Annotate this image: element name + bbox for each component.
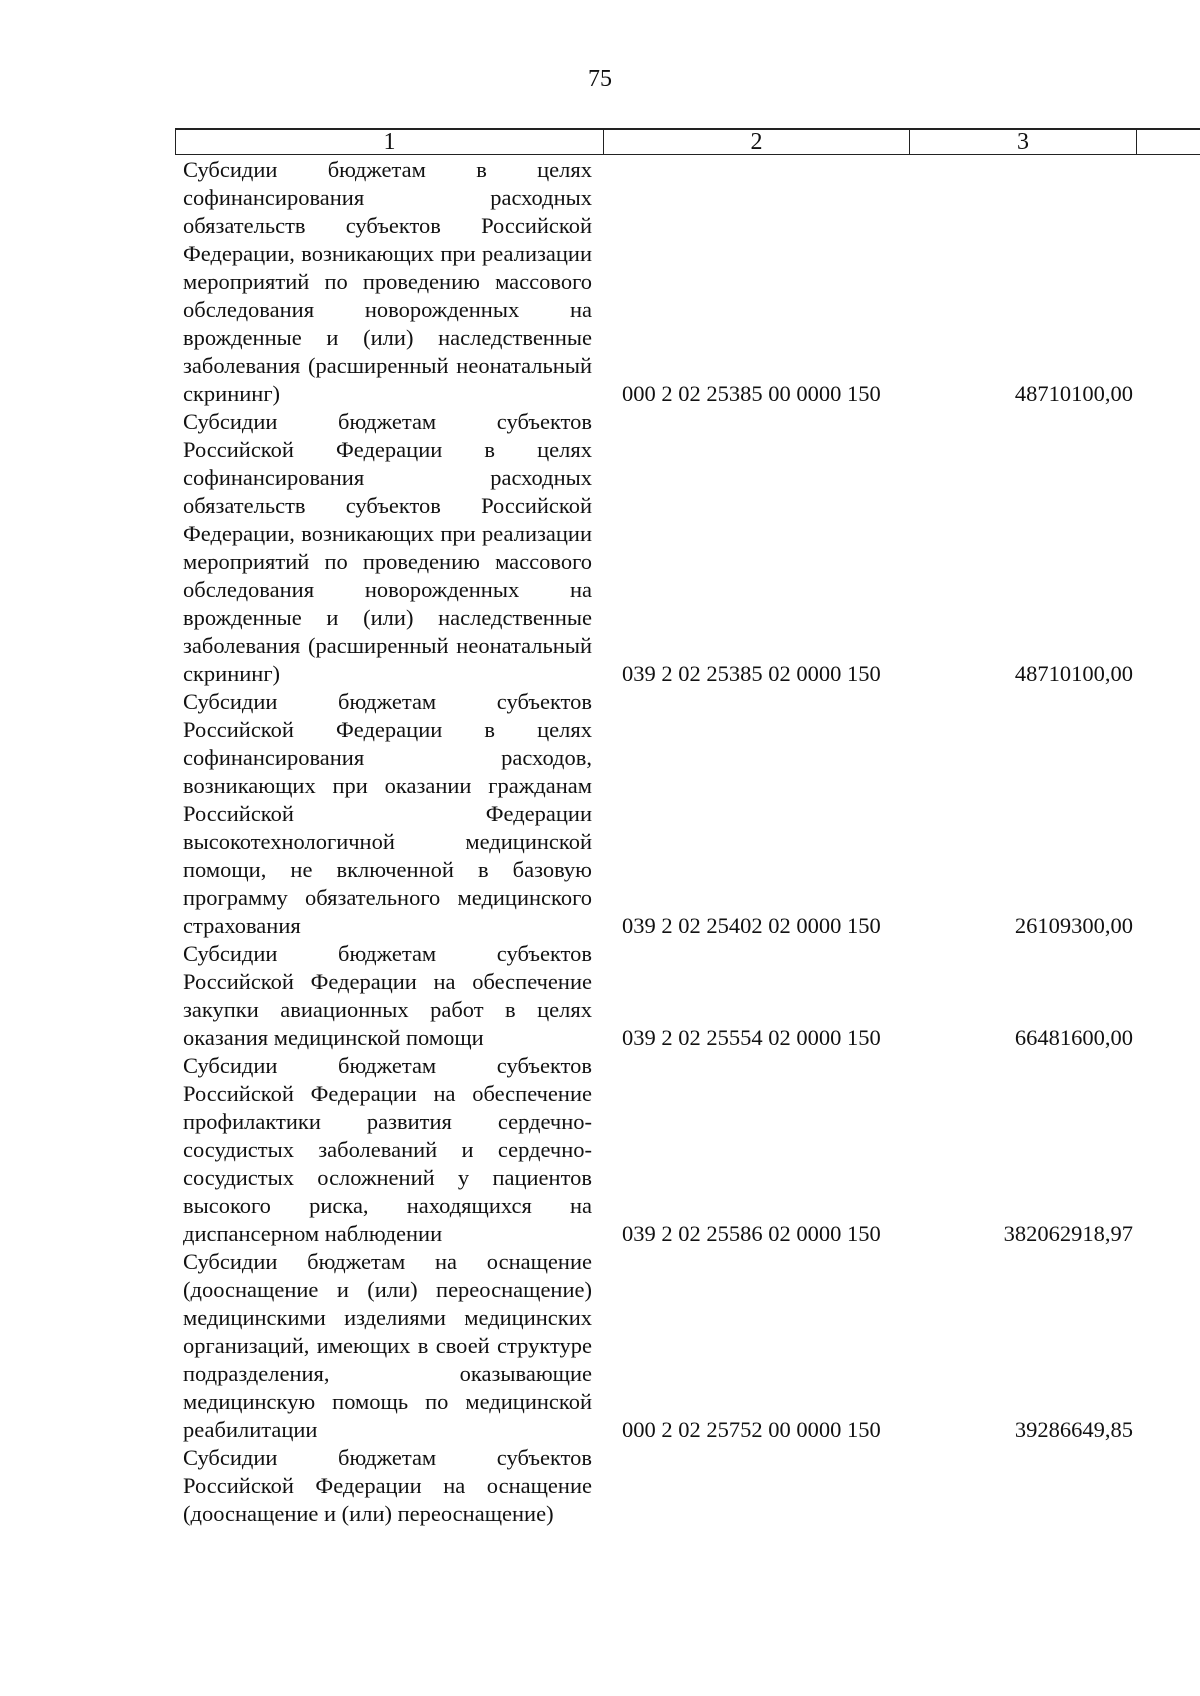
table-row xyxy=(183,1052,1133,1248)
table-row xyxy=(183,688,1133,940)
table-row xyxy=(183,940,1133,1052)
row-amount: 48710100,00 xyxy=(1014,661,1133,686)
row-description: Субсидии бюджетам на оснащение (дооснащение и (или) переоснащение) медицинскими изделиями медицинских организаций, имеющих в своей структуре подразделения, оказывающие медицинскую помощь по медицинской реабилитации xyxy=(183,1249,592,1442)
row-code: 000 2 02 25385 00 0000 150 xyxy=(622,381,881,406)
table-header-col-2: 2 xyxy=(603,130,909,154)
row-description: Субсидии бюджетам субъектов Российской Федерации в целях софинансирования расходов, возникающих при оказании гражданам Российской Федерации высокотехнологичной медицинской помощи, не включенной в базовую программу обязательного медицинского страхования xyxy=(183,689,592,938)
row-code: 000 2 02 25752 00 0000 150 xyxy=(622,1417,881,1442)
row-amount: 382062918,97 xyxy=(1003,1221,1133,1246)
table-row xyxy=(183,1444,1133,1528)
table-row xyxy=(183,408,1133,688)
row-code: 039 2 02 25554 02 0000 150 xyxy=(622,1025,881,1050)
row-code: 039 2 02 25385 02 0000 150 xyxy=(622,661,881,686)
table-header-row xyxy=(175,128,1200,155)
row-description: Субсидии бюджетам субъектов Российской Федерации в целях софинансирования расходных обязательств субъектов Российской Федерации, возникающих при реализации мероприятий по проведению массового обследования новорожденных на врожденные и (или) наследственные заболевания (расширенный неонатальный скрининг) xyxy=(183,409,592,686)
table-body xyxy=(183,156,1133,1528)
row-description: Субсидии бюджетам субъектов Российской Федерации на обеспечение профилактики развития сердечно-сосудистых заболеваний и сердечно-сосудистых осложнений у пациентов высокого риска, находящихся на диспансерном наблюдении xyxy=(183,1053,592,1246)
row-description: Субсидии бюджетам субъектов Российской Федерации на оснащение (дооснащение и (или) переоснащение) xyxy=(183,1445,592,1526)
table-row xyxy=(183,1248,1133,1444)
row-amount: 26109300,00 xyxy=(1014,913,1133,938)
page-number: 75 xyxy=(588,66,612,92)
table-header-col-3: 3 xyxy=(909,130,1137,154)
row-amount: 48710100,00 xyxy=(1014,381,1133,406)
row-amount: 39286649,85 xyxy=(1014,1417,1133,1442)
row-amount: 66481600,00 xyxy=(1014,1025,1133,1050)
row-description: Субсидии бюджетам в целях софинансирования расходных обязательств субъектов Российской Федерации, возникающих при реализации мероприятий по проведению массового обследования новорожденных на врожденные и (или) наследственные заболевания (расширенный неонатальный скрининг) xyxy=(183,157,592,406)
row-code: 039 2 02 25402 02 0000 150 xyxy=(622,913,881,938)
row-description: Субсидии бюджетам субъектов Российской Федерации на обеспечение закупки авиационных работ в целях оказания медицинской помощи xyxy=(183,941,592,1050)
row-code: 039 2 02 25586 02 0000 150 xyxy=(622,1221,881,1246)
table-header-col-1: 1 xyxy=(175,130,603,154)
table-row xyxy=(183,156,1133,408)
